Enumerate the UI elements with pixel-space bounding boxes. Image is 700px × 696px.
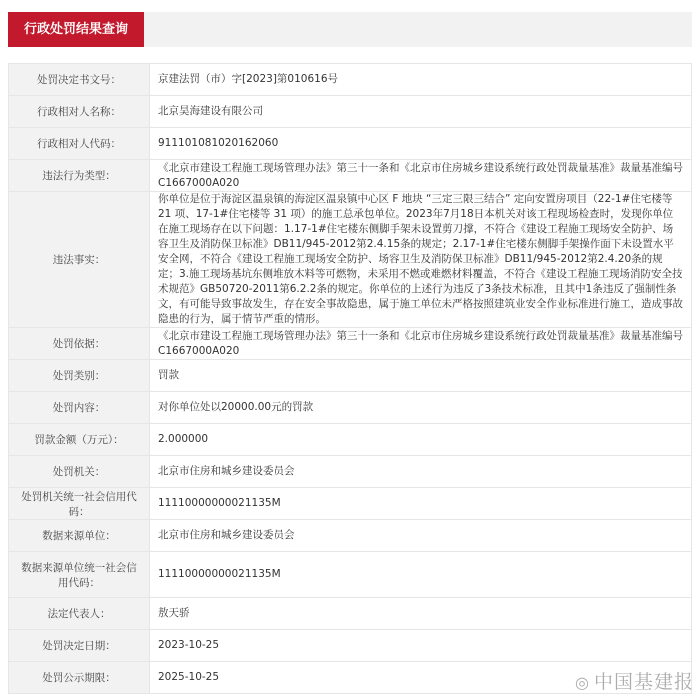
field-value: 敖天骄 [150, 598, 692, 630]
field-label: 处罚决定日期： [9, 630, 150, 662]
field-value: 对你单位处以20000.00元的罚款 [150, 392, 692, 424]
table-row [9, 192, 692, 328]
table-row [9, 392, 692, 424]
field-label: 行政相对人代码： [9, 128, 150, 160]
table-row [9, 424, 692, 456]
field-label: 数据来源单位统一社会信用代码： [9, 552, 150, 598]
table-row [9, 598, 692, 630]
field-value: 京建法罚（市）字[2023]第010616号 [150, 64, 692, 96]
header-bar [8, 12, 692, 47]
table-row [9, 456, 692, 488]
field-label: 处罚机关： [9, 456, 150, 488]
field-label: 处罚类别： [9, 360, 150, 392]
field-value: 《北京市建设工程施工现场管理办法》第三十一条和《北京市住房城乡建设系统行政处罚裁量基准》裁量基准编号C1667000A020 [150, 328, 692, 360]
table-row [9, 96, 692, 128]
weibo-icon: ◎ [575, 673, 590, 692]
field-label: 处罚内容： [9, 392, 150, 424]
table-row [9, 160, 692, 192]
field-value: 2.000000 [150, 424, 692, 456]
table-row [9, 520, 692, 552]
field-value: 2023-10-25 [150, 630, 692, 662]
field-value: 北京市住房和城乡建设委员会 [150, 520, 692, 552]
field-label: 处罚机关统一社会信用代码： [9, 488, 150, 520]
field-label: 行政相对人名称： [9, 96, 150, 128]
table-row [9, 630, 692, 662]
penalty-details-table [8, 63, 692, 694]
table-row [9, 360, 692, 392]
field-label: 处罚决定书文号： [9, 64, 150, 96]
table-row [9, 488, 692, 520]
field-value: 911101081020162060 [150, 128, 692, 160]
field-label: 违法行为类型： [9, 160, 150, 192]
watermark: ◎ 中国基建报 [575, 671, 694, 693]
field-label: 违法事实： [9, 192, 150, 328]
field-label: 处罚公示期限： [9, 662, 150, 694]
field-value: 你单位是位于海淀区温泉镇的海淀区温泉镇中心区 F 地块 “三定三限三结合” 定向安置房项目（22-1#住宅楼等 21 项、17-1#住宅楼等 31 项）的施工总承包单位。2023年7月18日本机关对该工程现场检查时，发现你单位在施工现场存在以下问题：1.17-1#住宅楼东侧脚手架未设置剪刀撑，不符合《建设工程施工现场安全防护、场容卫生及消防保卫标准》DB11/945-2012第2.4.15条的规定；2.17-1#住宅楼东侧脚手架操作面下未设置水平安全网，不符合《建设工程施工现场安全防护、场容卫生及消防保卫标准》DB11/945-2012第2.4.20条的规定；3.施工现场基坑东侧堆放木料等可燃物，未采用不燃或难燃材料覆盖，不符合《建设工程施工现场消防安全技术规范》GB50720-2011第6.2.2条的规定。你单位的上述行为违反了3条技术标准，且其中1条违反了强制性条文，有可能导致事故发生，存在安全事故隐患，属于施工单位未严格按照建筑业安全作业标准进行施工，造成事故隐患的行为，属于情节严重的情形。 [150, 192, 692, 328]
field-label: 处罚依据： [9, 328, 150, 360]
tab-penalty-query[interactable]: 行政处罚结果查询 [8, 12, 144, 47]
field-value: 北京昊海建设有限公司 [150, 96, 692, 128]
field-value: 罚款 [150, 360, 692, 392]
table-row [9, 64, 692, 96]
field-value: 11110000000021135M [150, 552, 692, 598]
table-row [9, 328, 692, 360]
field-value: 北京市住房和城乡建设委员会 [150, 456, 692, 488]
table-row [9, 128, 692, 160]
field-value: 2025-10-25 [150, 662, 692, 694]
field-label: 罚款金额（万元）： [9, 424, 150, 456]
field-label: 数据来源单位： [9, 520, 150, 552]
field-label: 法定代表人： [9, 598, 150, 630]
table-row [9, 552, 692, 598]
field-value: 《北京市建设工程施工现场管理办法》第三十一条和《北京市住房城乡建设系统行政处罚裁量基准》裁量基准编号C1667000A020 [150, 160, 692, 192]
field-value: 11110000000021135M [150, 488, 692, 520]
